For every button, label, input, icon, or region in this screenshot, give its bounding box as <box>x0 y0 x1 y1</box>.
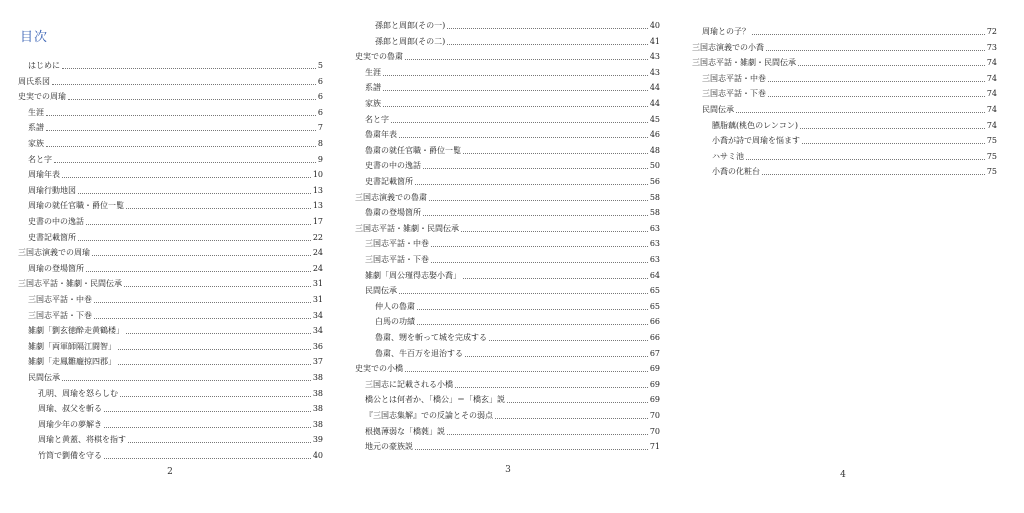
dot-leader <box>465 356 648 357</box>
dot-leader <box>802 143 985 144</box>
toc-entry-label: 『三国志集解』での反論とその弱点 <box>365 411 493 420</box>
toc-entry[interactable] <box>355 390 660 405</box>
toc-entry-label: 名と字 <box>365 114 389 124</box>
toc-entry-label: 系譜 <box>365 83 381 93</box>
toc-entry-page: 71 <box>649 442 660 452</box>
dot-leader <box>118 349 311 350</box>
toc-entry[interactable] <box>18 446 323 461</box>
toc-entry[interactable] <box>355 156 660 171</box>
toc-entry[interactable] <box>355 406 660 421</box>
toc-entry-page: 56 <box>649 177 660 186</box>
toc-entry-label: 周瑜少年の夢解き <box>38 419 102 429</box>
toc-entry-label: 史実での魯粛 <box>355 52 403 62</box>
toc-entry-page: 24 <box>312 248 323 258</box>
toc-entry-page: 50 <box>649 161 660 171</box>
toc-entry[interactable] <box>355 359 660 374</box>
toc-entry-label: 雑劇「周公瑾得志娶小喬」 <box>365 270 461 280</box>
toc-entry[interactable] <box>355 375 660 390</box>
dot-leader <box>126 333 311 334</box>
toc-entry-label: 根拠薄弱な「橋蕤」説 <box>365 426 445 436</box>
toc-entry-page: 75 <box>986 167 997 177</box>
toc-entry[interactable] <box>355 281 660 296</box>
toc-entry-page: 43 <box>649 52 660 62</box>
dot-leader <box>417 309 648 310</box>
toc-entry-label: 周瑜の登場箇所 <box>28 263 84 273</box>
toc-entry[interactable] <box>355 219 660 234</box>
toc-entry-page: 43 <box>649 67 660 77</box>
toc-entry[interactable] <box>355 250 660 265</box>
dot-leader <box>800 128 985 129</box>
toc-entry[interactable] <box>18 181 323 196</box>
toc-entry-label: 史書の中の逸話 <box>28 217 84 226</box>
toc-entry-page: 38 <box>312 373 323 382</box>
toc-page-3 <box>355 0 660 513</box>
toc-entry[interactable] <box>18 103 323 118</box>
toc-entry-page: 67 <box>649 348 660 358</box>
toc-entry[interactable] <box>355 63 660 78</box>
toc-entry[interactable] <box>355 32 660 47</box>
dot-leader <box>46 146 316 147</box>
toc-entry[interactable] <box>18 337 323 352</box>
dot-leader <box>54 162 316 163</box>
toc-entry[interactable] <box>692 147 997 162</box>
toc-entry-label: 三国志演義での魯粛 <box>355 192 427 202</box>
toc-entry-label: 周瑜年表 <box>28 170 60 180</box>
toc-entry-page: 74 <box>986 105 997 114</box>
toc-entry[interactable] <box>18 415 323 430</box>
toc-entry-page: 5 <box>317 61 323 70</box>
toc-entry[interactable] <box>18 321 323 336</box>
toc-entry[interactable] <box>692 100 997 115</box>
toc-entry[interactable] <box>18 56 323 71</box>
dot-leader <box>78 240 311 241</box>
dot-leader <box>495 418 648 419</box>
toc-entry-label: 史書記載箇所 <box>28 232 76 242</box>
dot-leader <box>798 65 985 66</box>
toc-entry-page: 34 <box>312 326 323 336</box>
dot-leader <box>405 59 648 60</box>
toc-entry-page: 63 <box>649 255 660 264</box>
toc-entry-page: 24 <box>312 263 323 273</box>
toc-entry-page: 69 <box>649 379 660 389</box>
dot-leader <box>383 75 648 76</box>
toc-entry[interactable] <box>18 352 323 367</box>
toc-entry-page: 39 <box>312 435 323 445</box>
toc-entry-page: 74 <box>986 58 997 68</box>
toc-entry-label: 三国志演義での小喬 <box>692 42 764 52</box>
toc-entry[interactable] <box>355 266 660 281</box>
toc-entry[interactable] <box>18 150 323 165</box>
dot-leader <box>94 318 311 319</box>
toc-entry-page: 22 <box>312 232 323 242</box>
toc-entry-label: 三国志平話・中巻 <box>365 239 429 249</box>
toc-entry-label: ハサミ池 <box>712 151 744 161</box>
toc-page-4 <box>692 0 997 513</box>
dot-leader <box>104 458 311 459</box>
toc-entry[interactable] <box>355 141 660 156</box>
toc-entry-page: 40 <box>649 21 660 30</box>
toc-entry[interactable] <box>355 188 660 203</box>
dot-leader <box>507 402 648 403</box>
dot-leader <box>768 81 985 82</box>
toc-entry[interactable] <box>18 118 323 133</box>
toc-entry-label: 民間伝承 <box>702 105 734 114</box>
toc-entry-page: 31 <box>312 279 323 289</box>
toc-entry[interactable] <box>692 38 997 53</box>
dot-leader <box>415 449 648 450</box>
toc-entry-label: はじめに <box>28 61 60 70</box>
toc-entry[interactable] <box>18 368 323 383</box>
toc-entry-label: 三国志平話・下巻 <box>365 255 429 264</box>
page-number: 3 <box>505 465 511 475</box>
toc-entry[interactable] <box>692 84 997 99</box>
toc-entry[interactable] <box>355 16 660 31</box>
toc-entry-label: 竹筒で劉備を守る <box>38 451 102 460</box>
toc-entry[interactable] <box>18 165 323 180</box>
dot-leader <box>752 34 985 35</box>
toc-entry[interactable] <box>692 131 997 146</box>
toc-entry-label: 三国志平話・下巻 <box>28 310 92 320</box>
toc-entry-page: 44 <box>649 83 660 93</box>
toc-entry[interactable] <box>18 196 323 211</box>
toc-entry-page: 66 <box>649 333 660 342</box>
toc-entry-page: 64 <box>649 270 660 280</box>
toc-entry-page: 6 <box>317 76 323 86</box>
toc-entry-label: 魯粛の登場箇所 <box>365 208 421 218</box>
toc-entry-page: 74 <box>986 89 997 99</box>
dot-leader <box>447 434 648 435</box>
toc-entry-page: 75 <box>986 151 997 161</box>
toc-entry[interactable] <box>355 78 660 93</box>
dot-leader <box>68 99 316 100</box>
toc-entry[interactable] <box>355 94 660 109</box>
toc-entry-page: 40 <box>312 451 323 460</box>
toc-entry[interactable] <box>355 312 660 327</box>
toc-entry[interactable] <box>18 259 323 274</box>
toc-entry[interactable] <box>18 430 323 445</box>
page-number: 4 <box>840 470 846 480</box>
toc-entry-label: 小喬の化粧台 <box>712 167 760 177</box>
toc-entry[interactable] <box>355 297 660 312</box>
toc-entry-label: 周瑜、叔父を斬る <box>38 404 102 414</box>
dot-leader <box>766 50 985 51</box>
toc-entry-label: 魯粛、甥を斬って城を完成する <box>375 333 487 342</box>
toc-entry-label: 三国志平話・雑劇・民間伝承 <box>18 279 122 289</box>
dot-leader <box>78 193 311 194</box>
dot-leader <box>423 215 648 216</box>
toc-entry-label: 三国志平話・雑劇・民間伝承 <box>355 223 459 233</box>
dot-leader <box>463 278 648 279</box>
toc-entry-label: 地元の豪族説 <box>365 442 413 452</box>
toc-entry[interactable] <box>18 384 323 399</box>
toc-entry-page: 46 <box>649 130 660 140</box>
toc-entry-page: 65 <box>649 301 660 311</box>
toc-entry-label: 家族 <box>365 99 381 108</box>
dot-leader <box>104 411 311 412</box>
dot-leader <box>391 122 648 123</box>
dot-leader <box>768 96 985 97</box>
toc-entry-label: 家族 <box>28 139 44 148</box>
toc-entry-page: 7 <box>317 123 323 133</box>
toc-entry-page: 37 <box>312 357 323 367</box>
toc-entry-label: 魯粛年表 <box>365 130 397 140</box>
dot-leader <box>447 44 648 45</box>
toc-entry-label: 孔明、周瑜を怒らしむ <box>38 388 118 398</box>
toc-entry-page: 66 <box>649 317 660 327</box>
toc-entry-page: 38 <box>312 388 323 398</box>
page-number: 2 <box>167 467 173 477</box>
toc-entry-label: 周瑜との子？ <box>702 27 750 36</box>
toc-entry-label: 孫郎と周郎(その一) <box>375 21 446 30</box>
toc-entry[interactable] <box>355 203 660 218</box>
toc-entry[interactable] <box>18 212 323 227</box>
toc-entry[interactable] <box>18 243 323 258</box>
dot-leader <box>399 293 648 294</box>
dot-leader <box>447 28 648 29</box>
toc-entry-page: 58 <box>649 208 660 218</box>
dot-leader <box>383 106 648 107</box>
dot-leader <box>415 184 648 185</box>
dot-leader <box>399 137 648 138</box>
toc-entry-page: 44 <box>649 99 660 108</box>
toc-entry[interactable] <box>692 69 997 84</box>
toc-entry[interactable] <box>18 399 323 414</box>
toc-entry-label: 周瑜行動地図 <box>28 185 76 195</box>
toc-entry-label: 魯粛、牛百万を退治する <box>375 348 463 358</box>
toc-entry[interactable] <box>355 125 660 140</box>
dot-leader <box>62 380 311 381</box>
toc-entry-label: 三国志に記載される小橋 <box>365 379 453 389</box>
toc-entry-page: 65 <box>649 286 660 296</box>
dot-leader <box>62 68 316 69</box>
toc-entry-label: 名と字 <box>28 154 52 164</box>
toc-entry-page: 41 <box>649 36 660 46</box>
toc-entry-label: 小喬が詩で周瑜を悩ます <box>712 136 800 146</box>
toc-entry-label: 三国志演義での周瑜 <box>18 248 90 258</box>
dot-leader <box>124 286 311 287</box>
toc-entry-page: 38 <box>312 419 323 429</box>
toc-entry-page: 72 <box>986 27 997 36</box>
dot-leader <box>46 130 316 131</box>
toc-entry-label: 孫郎と周郎(その二) <box>375 36 446 46</box>
toc-entry[interactable] <box>355 47 660 62</box>
toc-entry-label: 三国志平話・中巻 <box>702 73 766 83</box>
dot-leader <box>463 153 648 154</box>
toc-entry-page: 10 <box>312 170 323 180</box>
toc-entry[interactable] <box>355 437 660 452</box>
dot-leader <box>417 324 648 325</box>
toc-entry-page: 9 <box>317 154 323 164</box>
dot-leader <box>92 255 311 256</box>
toc-entry[interactable] <box>18 72 323 87</box>
toc-entry-label: 生涯 <box>365 67 381 77</box>
toc-entry[interactable] <box>18 274 323 289</box>
dot-leader <box>94 302 311 303</box>
toc-entry-page: 6 <box>317 107 323 117</box>
dot-leader <box>736 112 985 113</box>
toc-entry-label: 白馬の功績 <box>375 317 415 327</box>
toc-entry-label: 民間伝承 <box>365 286 397 296</box>
dot-leader <box>118 364 311 365</box>
toc-entry-page: 31 <box>312 295 323 304</box>
toc-entry-label: 系譜 <box>28 123 44 133</box>
toc-entry-page: 69 <box>649 395 660 405</box>
toc-entry-page: 13 <box>312 185 323 195</box>
toc-entry[interactable] <box>18 290 323 305</box>
toc-entry-page: 17 <box>312 217 323 226</box>
dot-leader <box>431 246 648 247</box>
toc-entry-label: 周瑜と黄蓋、将棋を指す <box>38 435 126 445</box>
dot-leader <box>461 231 648 232</box>
toc-entry-page: 74 <box>986 120 997 130</box>
toc-entry-label: 橋公とは何者か、「橋公」＝「橋玄」説 <box>365 395 505 405</box>
dot-leader <box>128 442 311 443</box>
dot-leader <box>46 115 316 116</box>
toc-entry-page: 69 <box>649 364 660 374</box>
toc-entry-label: 三国志平話・中巻 <box>28 295 92 304</box>
toc-entry-page: 63 <box>649 239 660 249</box>
dot-leader <box>423 168 648 169</box>
toc-entry-label: 雑劇「両軍師隔江闘智」 <box>28 341 116 351</box>
toc-entry-page: 70 <box>649 426 660 436</box>
toc-entry-page: 73 <box>986 42 997 52</box>
toc-entry-page: 34 <box>312 310 323 320</box>
dot-leader <box>383 90 648 91</box>
dot-leader <box>431 262 648 263</box>
toc-entry[interactable] <box>355 422 660 437</box>
toc-entry-label: 周氏系図 <box>18 76 50 86</box>
toc-entry[interactable] <box>355 234 660 249</box>
toc-entry-label: 雑劇「劉玄徳酔走黄鶴楼」 <box>28 326 124 336</box>
dot-leader <box>120 396 311 397</box>
toc-entry-label: 三国志平話・雑劇・民間伝承 <box>692 58 796 68</box>
dot-leader <box>52 84 316 85</box>
toc-entry-page: 70 <box>649 411 660 420</box>
toc-entry[interactable] <box>355 328 660 343</box>
toc-entry[interactable] <box>692 116 997 131</box>
dot-leader <box>489 340 648 341</box>
toc-entry-label: 三国志平話・下巻 <box>702 89 766 99</box>
dot-leader <box>405 371 648 372</box>
dot-leader <box>126 208 311 209</box>
toc-entry-page: 63 <box>649 223 660 233</box>
dot-leader <box>762 174 985 175</box>
dot-leader <box>455 387 648 388</box>
toc-entry-label: 臙脂藕(桃色のレンコン) <box>712 120 799 130</box>
toc-entry-label: 魯粛の就任官職・爵位一覧 <box>365 145 461 155</box>
toc-entry[interactable] <box>692 53 997 68</box>
toc-entry-page: 6 <box>317 92 323 102</box>
dot-leader <box>429 200 648 201</box>
toc-entry-page: 13 <box>312 201 323 211</box>
toc-entry-page: 8 <box>317 139 323 148</box>
toc-entry[interactable] <box>355 172 660 187</box>
toc-entry[interactable] <box>355 344 660 359</box>
toc-page-2 <box>18 0 323 513</box>
toc-entry[interactable] <box>18 134 323 149</box>
dot-leader <box>746 159 985 160</box>
toc-entry[interactable] <box>692 162 997 177</box>
toc-entry-label: 史実での小橋 <box>355 364 403 374</box>
toc-entry-label: 史実での周瑜 <box>18 92 66 102</box>
toc-entry-page: 74 <box>986 73 997 83</box>
toc-entry[interactable] <box>355 110 660 125</box>
toc-entry[interactable] <box>692 22 997 37</box>
toc-title: 目次 <box>20 30 49 45</box>
toc-entry-label: 民間伝承 <box>28 373 60 382</box>
dot-leader <box>104 427 311 428</box>
toc-entry-page: 45 <box>649 114 660 124</box>
toc-entry-page: 75 <box>986 136 997 146</box>
dot-leader <box>86 224 311 225</box>
toc-entry-label: 史書記載箇所 <box>365 177 413 186</box>
toc-entry-label: 周瑜の就任官職・爵位一覧 <box>28 201 124 211</box>
toc-entry-page: 48 <box>649 145 660 155</box>
dot-leader <box>62 177 311 178</box>
dot-leader <box>86 271 311 272</box>
toc-entry-label: 史書の中の逸話 <box>365 161 421 171</box>
toc-entry-label: 仲人の魯粛 <box>375 301 415 311</box>
toc-entry-label: 雑劇「走鳳雛龐掠四郡」 <box>28 357 116 367</box>
toc-entry[interactable] <box>18 87 323 102</box>
toc-entry-label: 生涯 <box>28 107 44 117</box>
toc-entry-page: 36 <box>312 341 323 351</box>
toc-entry-page: 38 <box>312 404 323 414</box>
toc-entry[interactable] <box>18 306 323 321</box>
toc-entry-page: 58 <box>649 192 660 202</box>
toc-entry[interactable] <box>18 228 323 243</box>
